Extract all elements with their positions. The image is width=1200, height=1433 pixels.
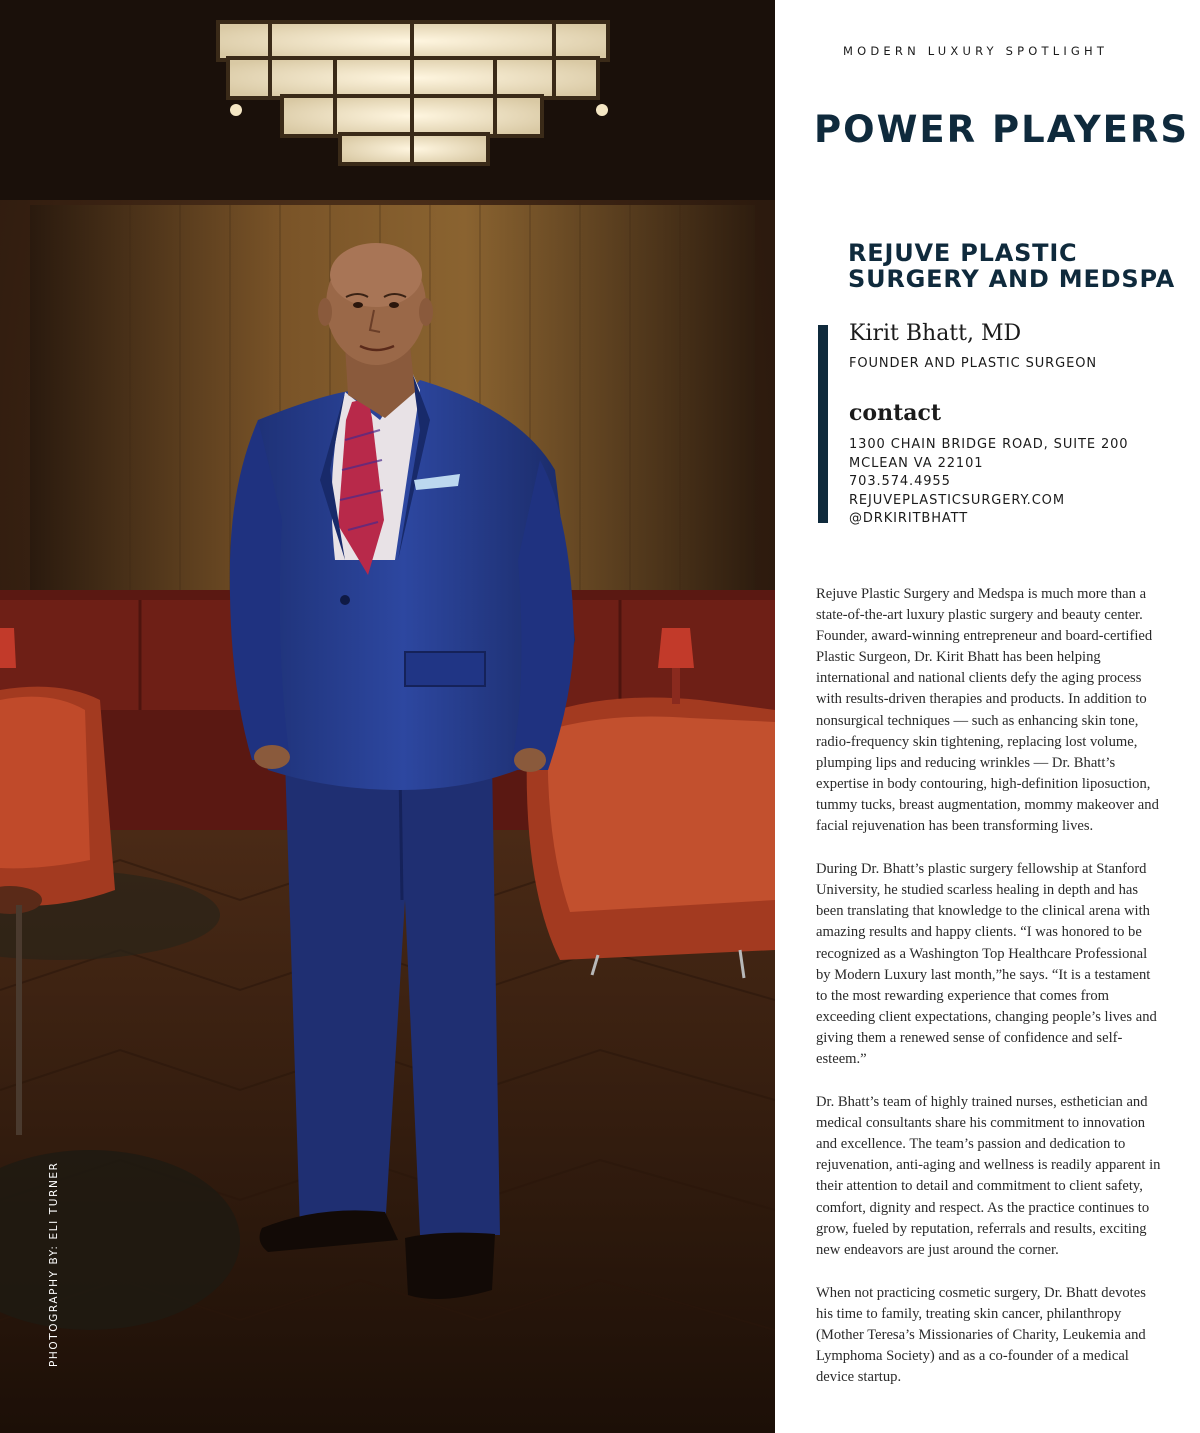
contact-heading: contact [849, 400, 942, 426]
body-paragraph: During Dr. Bhatt’s plastic surgery fellowship at Stanford University, he studied scarless healing in depth and has been translating that knowledge to the clinical arena with amazing results and happy clients. “I was honored to be recognized as a Washington Top Healthcare Professional by Modern Luxury last month,”he says. “It is a testament to the most rewarding experience that comes from exceeding client expectations, changing people’s lives and giving them a renewed sense of confidence and self-esteem.” [816, 861, 1157, 1067]
contact-address: 1300 CHAIN BRIDGE ROAD, SUITE 200 [849, 437, 1129, 452]
page-headline: POWER PLAYERS [814, 108, 1190, 151]
company-name: REJUVE PLASTIC SURGERY AND MEDSPA [848, 239, 1176, 293]
person-title: FOUNDER AND PLASTIC SURGEON [849, 356, 1097, 371]
contact-block [849, 436, 1128, 529]
contact-website: REJUVEPLASTICSURGERY.COM [849, 492, 1065, 508]
person-name: Kirit Bhatt, MD [849, 321, 1022, 346]
contact-city: MCLEAN VA 22101 [849, 455, 984, 471]
contact-social: @DRKIRITBHATT [849, 511, 969, 526]
article-body [816, 584, 1164, 1410]
body-paragraph: Dr. Bhatt’s team of highly trained nurses, esthetician and medical consultants share his commitment to innovation and excellence. The team’s passion and dedication to rejuvenation, anti-aging and wellness is readily apparent in their attention to detail and commitment to client safety, comfort, dignity and respect. As the practice continues to grow, fueled by reputation, referrals and results, exciting new endeavors are just around the corner. [816, 1094, 1161, 1258]
section-eyebrow: MODERN LUXURY SPOTLIGHT [843, 44, 1109, 58]
photo-credit: PHOTOGRAPHY BY: ELI TURNER [48, 1161, 60, 1367]
body-paragraph: When not practicing cosmetic surgery, Dr. Bhatt devotes his time to family, treating skin cancer, philanthropy (Mother Teresa’s Missionaries of Charity, Leukemia and Lymphoma Society) and as a co-founder of a medical device startup. [816, 1284, 1146, 1386]
accent-bar [818, 325, 828, 523]
contact-phone: 703.574.4955 [849, 474, 951, 489]
body-paragraph: Rejuve Plastic Surgery and Medspa is much more than a state-of-the-art luxury plastic surgery and beauty center. Founder, award-winning entrepreneur and board-certified Plastic Surgeon, Dr. Kirit Bhatt has been helping international and national clients defy the aging process with results-driven therapies and products. In addition to nonsurgical techniques — such as enhancing skin tone, radio-frequency skin tightening, replacing lost volume, plumping lips and reducing wrinkles — Dr. Bhatt’s expertise in body contouring, high-definition liposuction, tummy tucks, breast augmentation, mommy makeover and facial rejuvenation has been transforming lives. [816, 586, 1159, 835]
